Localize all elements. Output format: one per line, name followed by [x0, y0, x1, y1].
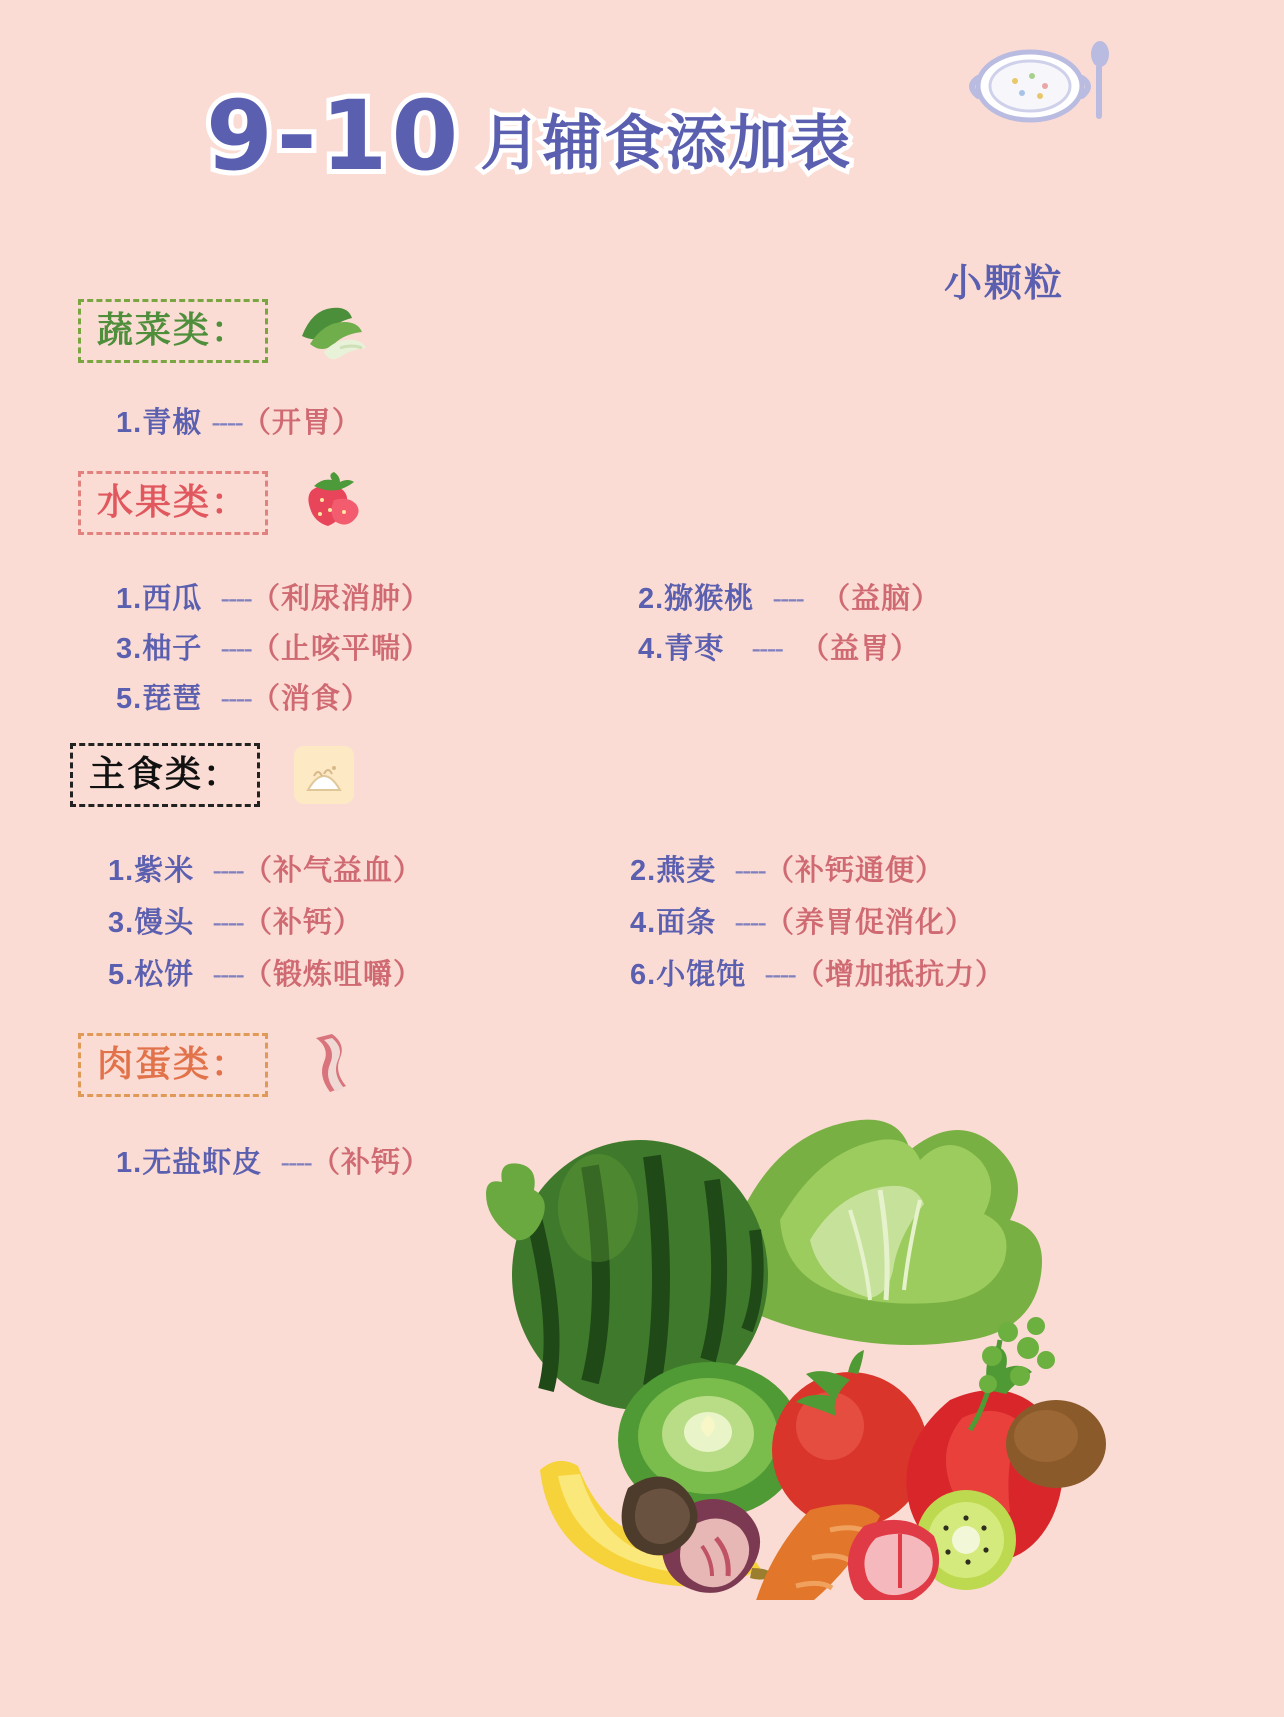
item-benefit: （止咳平喘） — [250, 633, 431, 665]
item-index: 3. — [116, 633, 143, 665]
item-benefit: （利尿消肿） — [250, 583, 431, 615]
item-index: 1. — [116, 1147, 143, 1179]
subtitle: 小颗粒 — [944, 263, 1065, 305]
item-benefit: （补钙） — [242, 907, 363, 939]
item-benefit: （消食） — [250, 683, 371, 715]
item-index: 1. — [116, 583, 143, 615]
steamed-bun-icon — [286, 742, 362, 808]
section-header — [78, 470, 1078, 536]
list-item — [116, 576, 431, 617]
list-item — [116, 400, 362, 441]
item-dash: ---- — [211, 407, 242, 439]
item-benefit: （锻炼咀嚼） — [242, 959, 423, 991]
list-item — [108, 952, 423, 993]
item-benefit: （益脑） — [821, 583, 942, 615]
item-index: 5. — [108, 959, 135, 991]
item-benefit: （补气益血） — [242, 855, 423, 887]
item-name: 柚子 — [142, 633, 203, 665]
item-dash: ---- — [212, 907, 243, 939]
item-index: 3. — [108, 907, 135, 939]
item-name: 燕麦 — [656, 855, 717, 887]
list-item — [108, 848, 423, 889]
item-name: 琵琶 — [142, 683, 203, 715]
item-index: 5. — [116, 683, 143, 715]
item-dash: ---- — [734, 855, 765, 887]
item-benefit: （开胃） — [241, 407, 362, 439]
item-index: 1. — [108, 855, 135, 887]
item-name: 馒头 — [134, 907, 195, 939]
list-item — [630, 952, 1005, 993]
item-dash: ---- — [212, 855, 243, 887]
item-name: 紫米 — [134, 855, 195, 887]
section-label-vegetables: 蔬菜类： — [78, 299, 268, 363]
list-item — [116, 626, 431, 667]
section-vegetables — [78, 298, 370, 450]
item-benefit: （益胃） — [800, 633, 921, 665]
bok-choy-icon — [294, 298, 370, 364]
item-benefit: （增加抵抗力） — [794, 959, 1005, 991]
item-dash: ---- — [764, 959, 795, 991]
section-header — [78, 298, 370, 364]
item-index: 4. — [630, 907, 657, 939]
item-name: 小馄饨 — [656, 959, 747, 991]
section-label-meat: 肉蛋类： — [78, 1033, 268, 1097]
bacon-icon — [294, 1032, 370, 1098]
section-items — [78, 1124, 431, 1204]
item-benefit: （补钙通便） — [764, 855, 945, 887]
list-item — [638, 576, 941, 617]
item-dash: ---- — [220, 633, 251, 665]
item-benefit: （补钙） — [310, 1147, 431, 1179]
page-title — [206, 80, 853, 192]
list-item — [638, 626, 920, 667]
item-index: 2. — [638, 583, 665, 615]
item-dash: ---- — [220, 583, 251, 615]
list-item — [108, 900, 363, 941]
list-item — [630, 900, 975, 941]
item-dash: ---- — [751, 633, 783, 665]
section-staples — [70, 742, 1090, 1054]
item-index: 4. — [638, 633, 665, 665]
list-item — [630, 848, 945, 889]
strawberry-icon — [294, 470, 370, 536]
item-index: 1. — [116, 407, 143, 439]
item-dash: ---- — [220, 683, 251, 715]
section-header — [78, 1032, 370, 1098]
title-text: 月辅食添加表 — [480, 110, 853, 177]
item-benefit: （养胃促消化） — [764, 907, 975, 939]
item-name: 无盐虾皮 — [142, 1147, 263, 1179]
item-dash: ---- — [280, 1147, 311, 1179]
item-name: 青枣 — [664, 633, 725, 665]
item-index: 6. — [630, 959, 657, 991]
item-name: 青椒 — [142, 407, 203, 439]
title-month-range: 9-10 — [206, 80, 463, 192]
fruits-and-vegetables-illustration — [480, 1040, 1120, 1600]
section-label-fruits: 水果类： — [78, 471, 268, 535]
item-name: 猕猴桃 — [664, 583, 755, 615]
section-header — [70, 742, 1090, 808]
section-fruits — [78, 470, 1078, 782]
item-name: 松饼 — [134, 959, 195, 991]
item-dash: ---- — [212, 959, 243, 991]
item-name: 面条 — [656, 907, 717, 939]
porridge-bowl-icon — [960, 36, 1120, 146]
item-name: 西瓜 — [142, 583, 203, 615]
section-meat-eggs — [78, 1032, 431, 1204]
item-dash: ---- — [772, 583, 803, 615]
section-items — [70, 834, 1090, 1054]
section-items — [78, 390, 370, 450]
list-item — [116, 676, 371, 717]
item-index: 2. — [630, 855, 657, 887]
section-label-staples: 主食类： — [70, 743, 260, 807]
list-item — [116, 1140, 431, 1181]
item-dash: ---- — [734, 907, 765, 939]
